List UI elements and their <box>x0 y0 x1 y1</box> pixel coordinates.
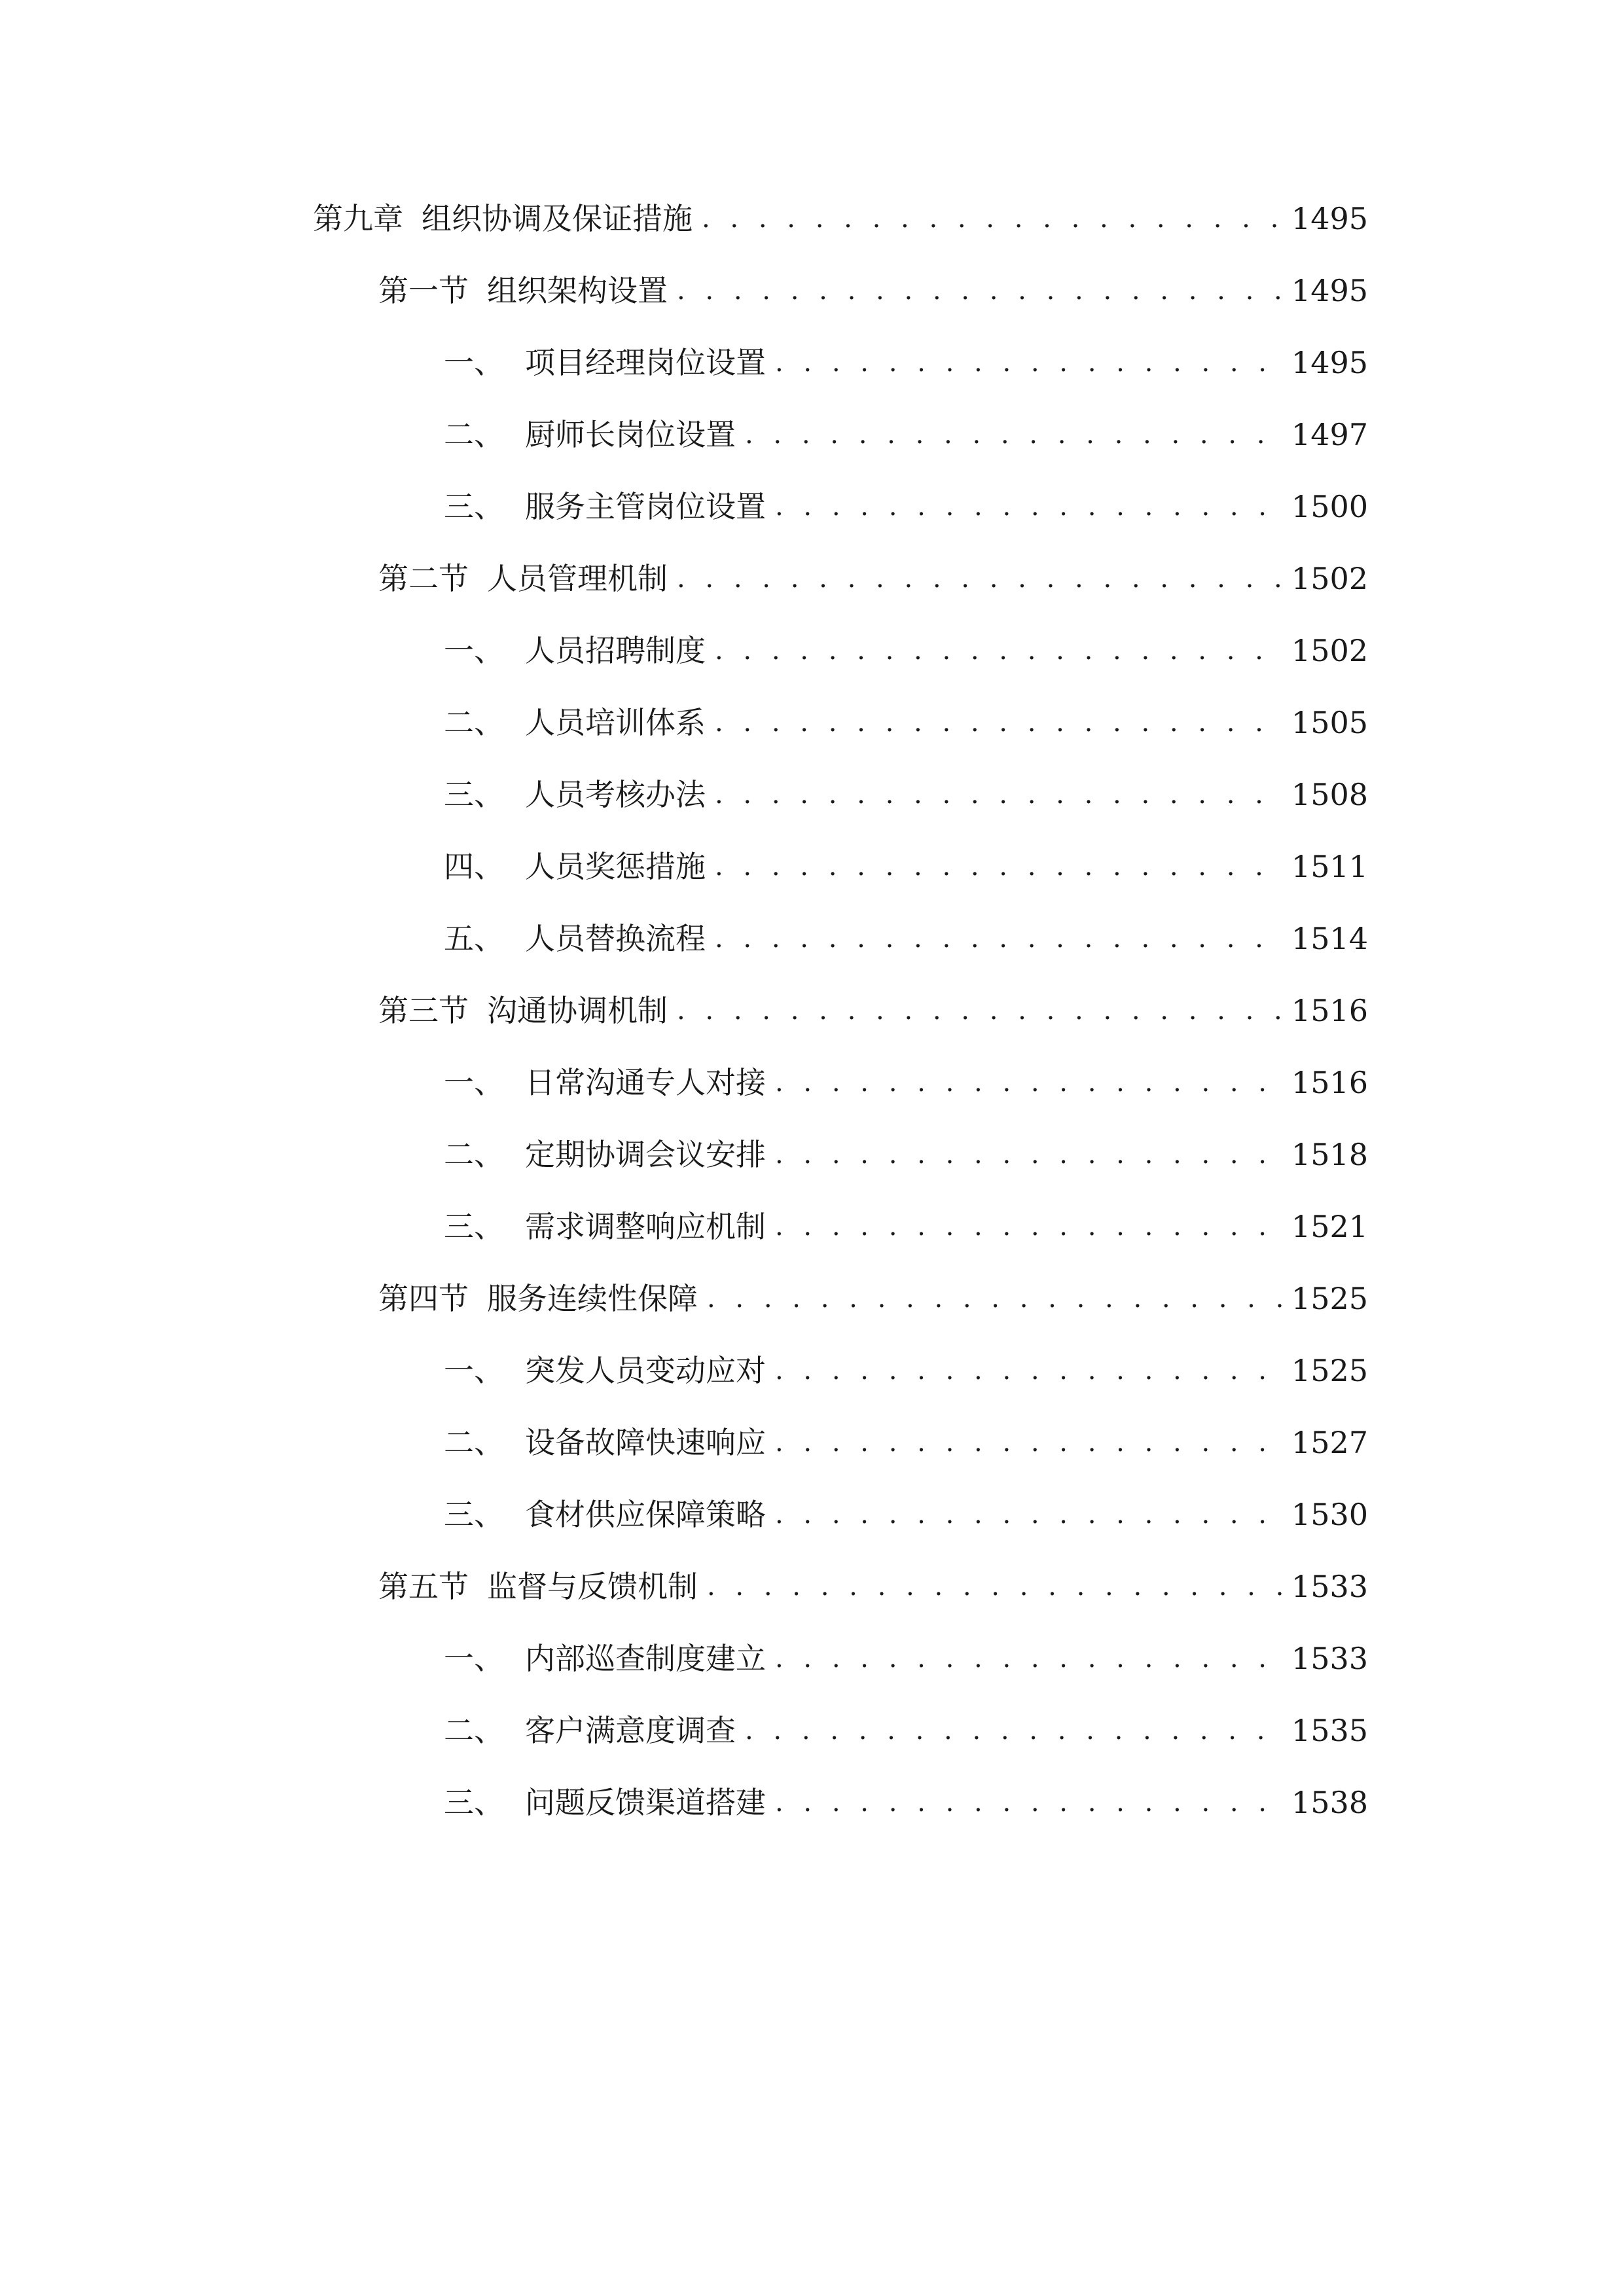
toc-entry-section[interactable] <box>378 1272 1368 1325</box>
toc-entry-page: 1527 <box>1291 1425 1368 1460</box>
toc-entry-label <box>378 1272 698 1325</box>
toc-entry-title: 组织协调及保证措施 <box>422 201 693 236</box>
toc-entry-label <box>444 1128 766 1181</box>
toc-entry-prefix: 第一节 <box>378 273 469 308</box>
toc-entry-title: 定期协调会议安排 <box>525 1137 766 1172</box>
toc-entry-prefix: 二、 <box>444 1713 504 1748</box>
toc-entry-label <box>444 480 766 533</box>
toc-entry-label <box>444 624 706 677</box>
toc-entry-prefix: 一、 <box>444 1641 504 1676</box>
toc-entry-title: 内部巡查制度建立 <box>525 1641 766 1676</box>
toc-entry-title: 服务连续性保障 <box>487 1281 698 1316</box>
toc-entry-title: 日常沟通专人对接 <box>525 1065 766 1100</box>
toc-entry-page: 1502 <box>1291 561 1368 596</box>
toc-entry-page: 1500 <box>1291 489 1368 524</box>
toc-entry-label <box>444 1200 766 1253</box>
toc-entry-label <box>444 1488 766 1541</box>
toc-entry-prefix: 二、 <box>444 705 504 740</box>
toc-entry-title: 服务主管岗位设置 <box>525 489 766 524</box>
toc-entry-subsection[interactable] <box>444 480 1368 533</box>
toc-entry-title: 食材供应保障策略 <box>525 1497 766 1532</box>
toc-entry-section[interactable] <box>378 552 1368 605</box>
toc-dot-leader <box>715 768 1282 821</box>
toc-entry-page: 1535 <box>1291 1713 1368 1748</box>
toc-entry-page: 1495 <box>1291 345 1368 380</box>
toc-dot-leader <box>715 840 1282 893</box>
toc-dot-leader <box>775 1056 1282 1109</box>
toc-entry-section[interactable] <box>378 1560 1368 1613</box>
toc-entry-prefix: 一、 <box>444 1065 504 1100</box>
toc-entry-subsection[interactable] <box>444 1704 1368 1757</box>
toc-entry-prefix: 第二节 <box>378 561 469 596</box>
toc-entry-subsection[interactable] <box>444 696 1368 749</box>
toc-entry-prefix: 四、 <box>444 849 504 884</box>
toc-entry-label <box>378 984 668 1037</box>
toc-entry-subsection[interactable] <box>444 912 1368 965</box>
toc-dot-leader <box>702 192 1282 245</box>
toc-entry-prefix: 三、 <box>444 1209 504 1244</box>
toc-entry-page: 1516 <box>1291 993 1368 1028</box>
toc-entry-subsection[interactable] <box>444 1488 1368 1541</box>
toc-entry-prefix: 三、 <box>444 1497 504 1532</box>
toc-dot-leader <box>775 1632 1282 1685</box>
toc-entry-title: 设备故障快速响应 <box>525 1425 766 1460</box>
toc-dot-leader <box>677 552 1282 605</box>
toc-entry-section[interactable] <box>378 264 1368 317</box>
toc-entry-prefix: 第九章 <box>313 201 403 236</box>
toc-dot-leader <box>775 1488 1282 1541</box>
toc-entry-title: 人员管理机制 <box>487 561 668 596</box>
toc-entry-title: 人员考核办法 <box>525 777 706 812</box>
toc-entry-title: 监督与反馈机制 <box>487 1569 698 1604</box>
toc-entry-prefix: 一、 <box>444 1353 504 1388</box>
toc-entry-title: 人员招聘制度 <box>525 633 706 668</box>
toc-entry-page: 1516 <box>1291 1065 1368 1100</box>
toc-entry-prefix: 一、 <box>444 633 504 668</box>
toc-dot-leader <box>677 264 1282 317</box>
toc-entry-label <box>444 840 706 893</box>
toc-entry-subsection[interactable] <box>444 768 1368 821</box>
toc-entry-prefix: 五、 <box>444 921 504 956</box>
toc-entry-subsection[interactable] <box>444 1416 1368 1469</box>
toc-entry-label <box>378 552 668 605</box>
toc-dot-leader <box>775 1776 1282 1829</box>
toc-entry-page: 1533 <box>1291 1641 1368 1676</box>
toc-dot-leader <box>715 624 1282 677</box>
toc-entry-page: 1525 <box>1291 1281 1368 1316</box>
toc-entry-title: 沟通协调机制 <box>487 993 668 1028</box>
toc-entry-label <box>444 1416 766 1469</box>
toc-dot-leader <box>775 1200 1282 1253</box>
toc-entry-title: 突发人员变动应对 <box>525 1353 766 1388</box>
toc-entry-prefix: 二、 <box>444 417 504 452</box>
toc-entry-page: 1495 <box>1291 273 1368 308</box>
toc-entry-label <box>313 192 693 245</box>
toc-dot-leader <box>715 696 1282 749</box>
toc-entry-subsection[interactable] <box>444 624 1368 677</box>
toc-dot-leader <box>775 336 1282 389</box>
toc-entry-section[interactable] <box>378 984 1368 1037</box>
toc-entry-label <box>444 1776 766 1829</box>
toc-entry-label <box>444 768 706 821</box>
toc-entry-label <box>444 1632 766 1685</box>
toc-entry-label <box>444 408 736 461</box>
toc-entry-label <box>444 1056 766 1109</box>
toc-entry-page: 1525 <box>1291 1353 1368 1388</box>
toc-entry-label <box>444 1344 766 1397</box>
toc-entry-subsection[interactable] <box>444 1632 1368 1685</box>
toc-entry-prefix: 第三节 <box>378 993 469 1028</box>
toc-entry-subsection[interactable] <box>444 840 1368 893</box>
toc-entry-title: 人员奖惩措施 <box>525 849 706 884</box>
toc-entry-page: 1514 <box>1291 921 1368 956</box>
toc-entry-prefix: 一、 <box>444 345 504 380</box>
toc-entry-title: 需求调整响应机制 <box>525 1209 766 1244</box>
toc-dot-leader <box>775 1344 1282 1397</box>
toc-entry-subsection[interactable] <box>444 1056 1368 1109</box>
toc-dot-leader <box>677 984 1282 1037</box>
toc-entry-page: 1511 <box>1291 849 1368 884</box>
toc-entry-title: 人员培训体系 <box>525 705 706 740</box>
toc-entry-title: 组织架构设置 <box>487 273 668 308</box>
toc-entry-title: 人员替换流程 <box>525 921 706 956</box>
toc-entry-label <box>444 912 706 965</box>
toc-entry-title: 问题反馈渠道搭建 <box>525 1785 766 1820</box>
toc-entry-prefix: 二、 <box>444 1425 504 1460</box>
toc-entry-label <box>444 336 766 389</box>
toc-dot-leader <box>775 1416 1282 1469</box>
toc-entry-page: 1533 <box>1291 1569 1368 1604</box>
toc-entry-label <box>444 696 706 749</box>
toc-entry-prefix: 三、 <box>444 489 504 524</box>
toc-entry-subsection[interactable] <box>444 1128 1368 1181</box>
toc-entry-title: 项目经理岗位设置 <box>525 345 766 380</box>
toc-entry-page: 1530 <box>1291 1497 1368 1532</box>
toc-dot-leader <box>775 480 1282 533</box>
toc-entry-chapter[interactable] <box>313 192 1368 245</box>
toc-entry-subsection[interactable] <box>444 408 1368 461</box>
toc-entry-label <box>444 1704 736 1757</box>
toc-entry-page: 1518 <box>1291 1137 1368 1172</box>
toc-entry-label <box>378 1560 698 1613</box>
toc-entry-subsection[interactable] <box>444 1200 1368 1253</box>
toc-entry-page: 1495 <box>1291 201 1368 236</box>
toc-entry-page: 1497 <box>1291 417 1368 452</box>
toc-entry-subsection[interactable] <box>444 336 1368 389</box>
toc-entry-prefix: 第五节 <box>378 1569 469 1604</box>
toc-entry-prefix: 第四节 <box>378 1281 469 1316</box>
toc-entry-subsection[interactable] <box>444 1344 1368 1397</box>
toc-entry-title: 厨师长岗位设置 <box>525 417 736 452</box>
toc-dot-leader <box>707 1560 1282 1613</box>
toc-dot-leader <box>745 408 1282 461</box>
toc-entry-page: 1505 <box>1291 705 1368 740</box>
toc-entry-page: 1538 <box>1291 1785 1368 1820</box>
toc-entry-page: 1508 <box>1291 777 1368 812</box>
toc-entry-prefix: 三、 <box>444 1785 504 1820</box>
toc-entry-label <box>378 264 668 317</box>
toc-entry-title: 客户满意度调查 <box>525 1713 736 1748</box>
toc-dot-leader <box>715 912 1282 965</box>
toc-dot-leader <box>707 1272 1282 1325</box>
toc-entry-page: 1521 <box>1291 1209 1368 1244</box>
toc-entry-subsection[interactable] <box>444 1776 1368 1829</box>
toc-dot-leader <box>775 1128 1282 1181</box>
toc-entry-page: 1502 <box>1291 633 1368 668</box>
toc-dot-leader <box>745 1704 1282 1757</box>
toc-entry-prefix: 三、 <box>444 777 504 812</box>
toc-entry-prefix: 二、 <box>444 1137 504 1172</box>
